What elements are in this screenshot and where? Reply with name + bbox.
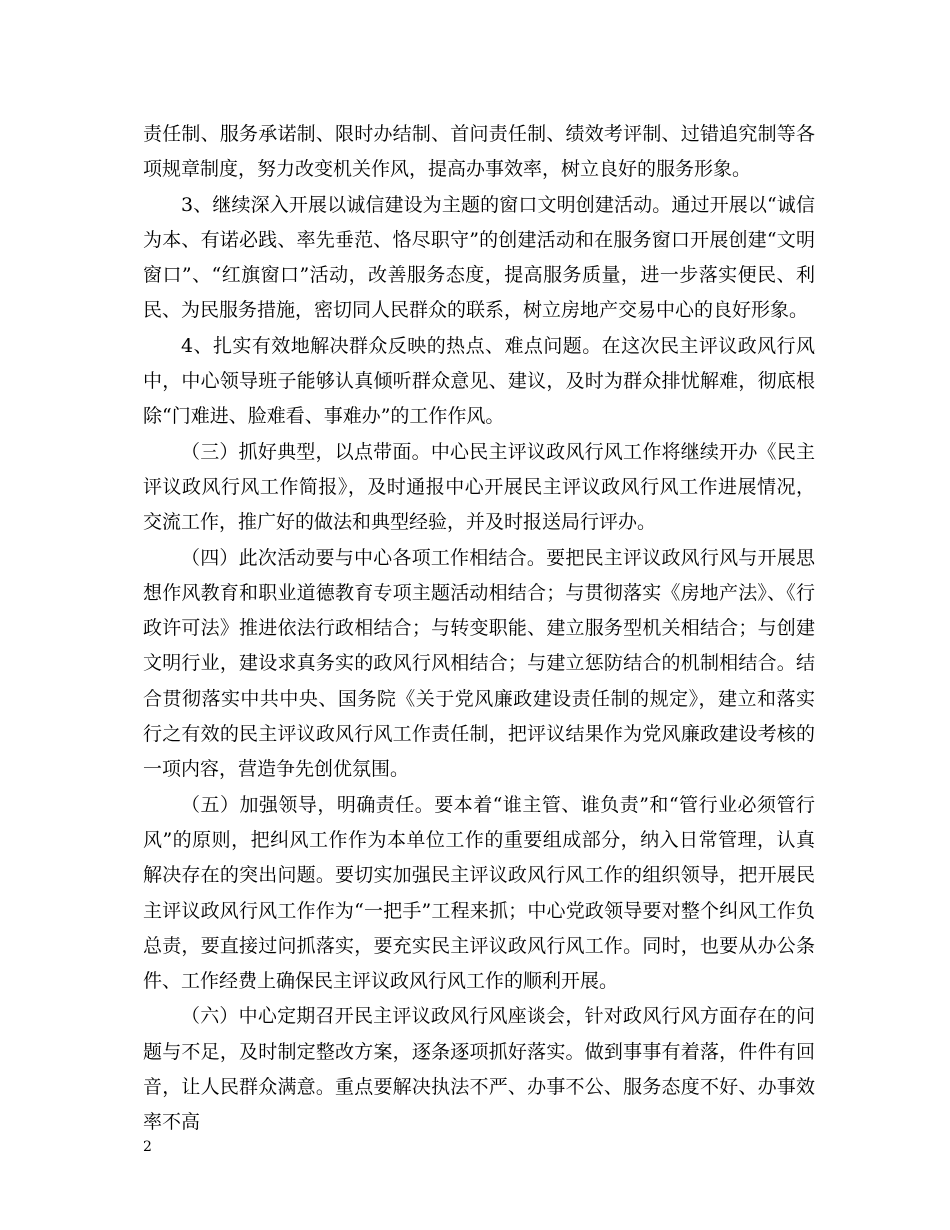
paragraph-section-6: （六）中心定期召开民主评议政风行风座谈会，针对政风行风方面存在的问题与不足，及时制定整改方案，逐条逐项抓好落实。做到事事有着落，件件有回音，让人民群众满意。重点要解决执法不严、办事不公、服务态度不好、办事效率不高 xyxy=(143,1005,815,1134)
paragraph-section-5: （五）加强领导，明确责任。要本着“谁主管、谁负责”和“管行业必须管行风”的原则，把纠风工作作为本单位工作的重要组成部分，纳入日常管理，认真解决存在的突出问题。要切实加强民主评议政风行风工作的组织领导，把开展民主评议政风行风工作作为“一把手”工程来抓；中心党政领导要对整个纠风工作负总责，要直接过问抓落实，要充实民主评议政风行风工作。同时，也要从办公条件、工作经费上确保民主评议政风行风工作的顺利开展。 xyxy=(143,793,815,993)
page-number: 2 xyxy=(143,1139,152,1155)
paragraph-continued: 责任制、服务承诺制、限时办结制、首问责任制、绩效考评制、过错追究制等各项规章制度，努力改变机关作风，提高办事效率，树立良好的服务形象。 xyxy=(143,123,815,181)
paragraph-section-3: （三）抓好典型，以点带面。中心民主评议政风行风工作将继续开办《民主评议政风行风工作简报》，及时通报中心开展民主评议政风行风工作进展情况，交流工作，推广好的做法和典型经验，并及时报送局行评办。 xyxy=(143,440,815,534)
paragraph-item-3: 3、继续深入开展以诚信建设为主题的窗口文明创建活动。通过开展以“诚信为本、有诺必践、率先垂范、恪尽职守”的创建活动和在服务窗口开展创建“文明窗口”、“红旗窗口”活动，改善服务态度，提高服务质量，进一步落实便民、利民、为民服务措施，密切同人民群众的联系，树立房地产交易中心的良好形象。 xyxy=(143,193,815,322)
document-body xyxy=(143,117,815,1141)
paragraph-section-4: （四）此次活动要与中心各项工作相结合。要把民主评议政风行风与开展思想作风教育和职业道德教育专项主题活动相结合；与贯彻落实《房地产法》、《行政许可法》推进依法行政相结合；与转变职能、建立服务型机关相结合；与创建文明行业，建设求真务实的政风行风相结合；与建立惩防结合的机制相结合。结合贯彻落实中共中央、国务院《关于党风廉政建设责任制的规定》，建立和落实行之有效的民主评议政风行风工作责任制，把评议结果作为党风廉政建设考核的一项内容，营造争先创优氛围。 xyxy=(143,546,815,781)
paragraph-item-4: 4、扎实有效地解决群众反映的热点、难点问题。在这次民主评议政风行风中，中心领导班子能够认真倾听群众意见、建议，及时为群众排忧解难，彻底根除“门难进、脸难看、事难办”的工作作风。 xyxy=(143,334,815,428)
